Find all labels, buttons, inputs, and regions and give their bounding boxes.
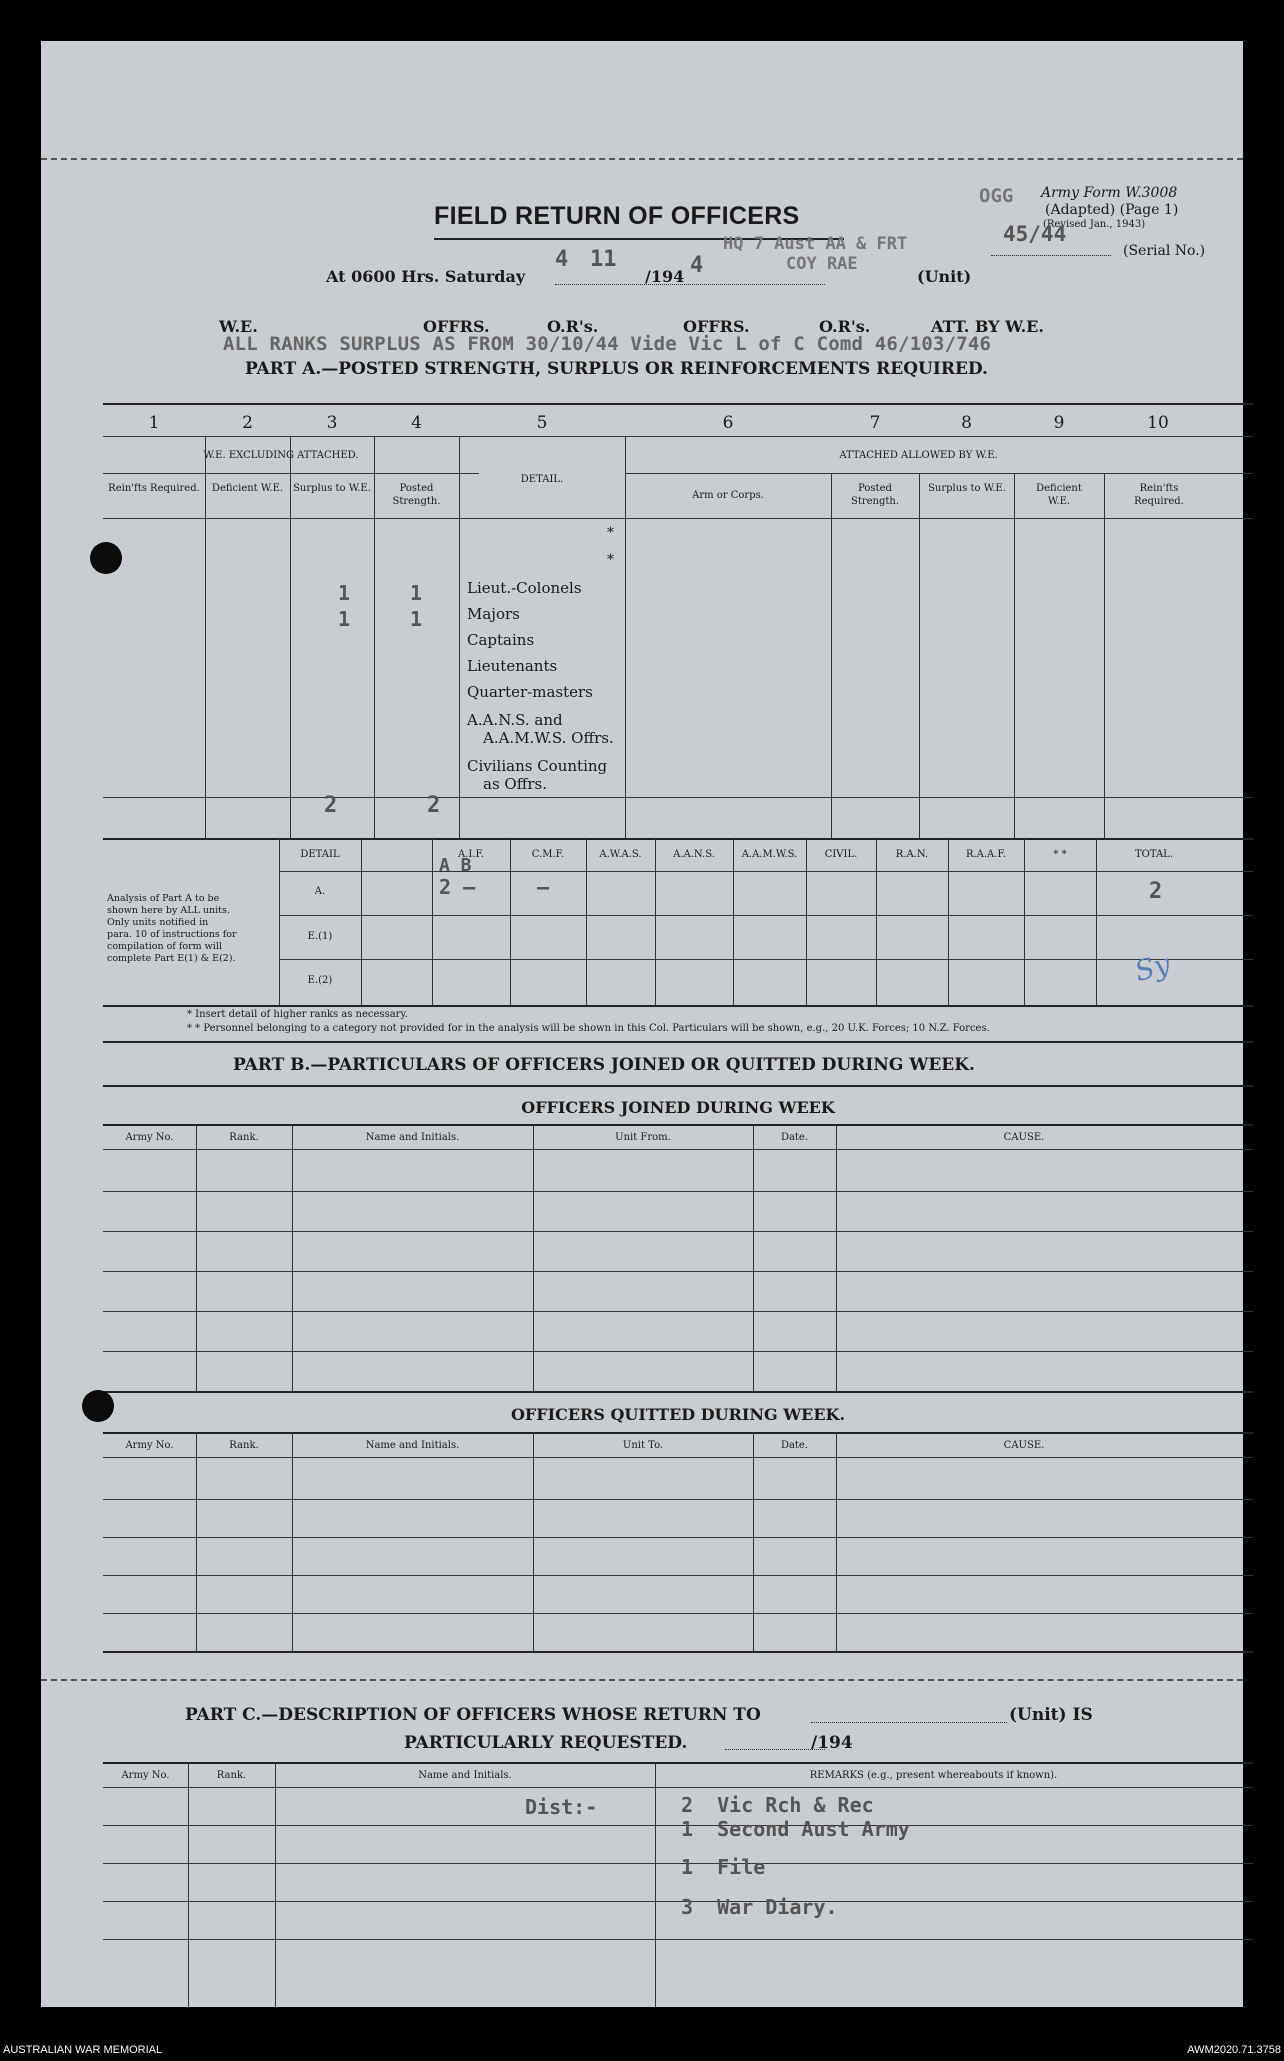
rank-civilians-cont: as Offrs.: [483, 775, 547, 793]
part-a-total-rule: [103, 797, 1253, 798]
dist-qty: 1: [681, 1817, 694, 1841]
rank-quarter-masters: Quarter-masters: [467, 683, 593, 701]
subhead-att-deficient: Deficient W.E.: [1036, 483, 1082, 507]
quitted-row-rule: [103, 1537, 1253, 1538]
unit-label: (Unit): [917, 267, 972, 286]
part-a-vline: [1014, 473, 1015, 838]
analysis-col-awas: A.W.A.S.: [599, 849, 642, 860]
joined-col-name: Name and Initials.: [365, 1132, 460, 1143]
total-value-typed: 2: [1149, 879, 1163, 904]
analysis-row-rule: [279, 915, 1253, 916]
part-a-top-rule: [103, 403, 1253, 405]
we-label: W.E.: [219, 317, 258, 336]
analysis-note-line: shown here by ALL units.: [107, 905, 230, 916]
quitted-title: OFFICERS QUITTED DURING WEEK.: [510, 1405, 846, 1424]
analysis-col-other: * *: [1053, 849, 1067, 860]
dist-line: [681, 1817, 910, 1841]
quitted-bottom-rule: [103, 1651, 1253, 1653]
cmf-value-typed: –: [537, 875, 550, 899]
analysis-row-e1: E.(1): [307, 931, 333, 942]
posted-lt-col: 1: [410, 581, 423, 605]
quitted-row-rule: [103, 1575, 1253, 1576]
dist-to: File: [717, 1855, 766, 1879]
part-c-col-army-no: Army No.: [121, 1770, 170, 1781]
analysis-vline: [876, 838, 877, 1005]
part-c-col-rank: Rank.: [216, 1770, 247, 1781]
analysis-vline: [432, 838, 433, 1005]
part-c-col-name: Name and Initials.: [418, 1770, 512, 1781]
subhead-att-posted: Posted Strength.: [850, 483, 900, 507]
analysis-col-aamws: A.A.M.W.S.: [741, 849, 798, 860]
dist-to: Vic Rch & Rec: [717, 1793, 874, 1817]
part-c-vline: [655, 1762, 656, 2007]
analysis-col-total: TOTAL.: [1134, 849, 1174, 860]
dist-line: [681, 1895, 838, 1919]
joined-title: OFFICERS JOINED DURING WEEK: [521, 1098, 835, 1117]
serial-label: (Serial No.): [1123, 243, 1206, 259]
unit-typed-1: HQ 7 Aust AA & FRT: [723, 234, 908, 254]
year-typed: 4: [690, 253, 704, 278]
joined-row-rule: [103, 1351, 1253, 1352]
joined-col-unit-from: Unit From.: [615, 1132, 671, 1143]
aif-values-typed: 2 –: [439, 875, 476, 899]
we-ors-2: O.R's.: [819, 317, 871, 336]
col-number: 10: [1147, 413, 1169, 433]
joined-vline: [292, 1124, 293, 1391]
dist-to: Second Aust Army: [717, 1817, 910, 1841]
year-label: /194: [645, 267, 685, 286]
analysis-row-rule: [279, 959, 1253, 960]
joined-col-rank: Rank.: [229, 1132, 259, 1143]
subhead-surplus: Surplus to W.E.: [293, 483, 371, 494]
joined-row-rule: [103, 1311, 1253, 1312]
joined-vline: [836, 1124, 837, 1391]
we-offrs-1: OFFRS.: [423, 317, 490, 336]
analysis-col-aans: A.A.N.S.: [673, 849, 715, 860]
part-c-title-unit: (Unit) IS: [1009, 1705, 1093, 1725]
joined-row-rule: [103, 1231, 1253, 1232]
footer-credit: AUSTRALIAN WAR MEMORIAL: [3, 2044, 163, 2056]
detail-header: DETAIL.: [520, 474, 564, 485]
analysis-col-raaf: R.A.A.F.: [965, 849, 1007, 860]
page-title: FIELD RETURN OF OFFICERS: [434, 202, 800, 230]
analysis-bottom-rule: [103, 1005, 1253, 1007]
part-b-title-rule: [103, 1085, 1253, 1087]
day-typed: 4: [555, 247, 569, 272]
subhead-deficient: Deficient W.E.: [211, 483, 284, 494]
part-a-vline: [290, 436, 291, 838]
quitted-row-rule: [103, 1613, 1253, 1614]
analysis-row-e2: E.(2): [307, 975, 333, 986]
part-c-col-remarks: REMARKS (e.g., present whereabouts if known).: [809, 1770, 1058, 1781]
date-dotted-line: [555, 284, 825, 285]
col-number: 1: [148, 413, 160, 433]
quitted-col-name: Name and Initials.: [365, 1440, 460, 1451]
analysis-vline: [806, 838, 807, 1005]
part-a-vline: [374, 436, 375, 838]
unit-typed-2: COY RAE: [786, 254, 858, 274]
col-number: 3: [326, 413, 338, 433]
joined-head-top-rule: [103, 1124, 1253, 1126]
quitted-col-date: Date.: [780, 1440, 809, 1451]
surplus-majors: 1: [338, 607, 351, 631]
quitted-vline: [836, 1432, 837, 1651]
typed-surplus-note: ALL RANKS SURPLUS AS FROM 30/10/44 Vide Vic L of C Comd 46/103/746: [223, 333, 992, 355]
dist-qty: 3: [681, 1895, 694, 1919]
part-c-unit-line: [811, 1722, 1007, 1723]
analysis-vline: [655, 838, 656, 1005]
quitted-col-rank: Rank.: [229, 1440, 259, 1451]
part-a-bottom-rule: [103, 838, 1253, 840]
analysis-col-ran: R.A.N.: [895, 849, 929, 860]
analysis-col-aif: A.I.F.: [457, 849, 485, 860]
part-a-group-left-rule: [103, 473, 479, 474]
at-label: At 0600 Hrs. Saturday: [326, 267, 526, 286]
dist-to: War Diary.: [717, 1895, 838, 1919]
quitted-vline: [753, 1432, 754, 1651]
total-surplus: 2: [324, 793, 338, 818]
part-a-title: PART A.—POSTED STRENGTH, SURPLUS OR REINFORCEMENTS REQUIRED.: [245, 359, 988, 379]
form-sheet: [41, 41, 1243, 2007]
joined-row-rule: [103, 1191, 1253, 1192]
analysis-note-line: compilation of form will: [107, 941, 222, 952]
part-c-title-1: PART C.—DESCRIPTION OF OFFICERS WHOSE RETURN TO: [185, 1705, 761, 1725]
part-b-top-rule: [103, 1041, 1253, 1043]
quitted-head-bottom-rule: [103, 1457, 1253, 1458]
col-number: 5: [536, 413, 548, 433]
part-c-vline: [275, 1762, 276, 2007]
aif-ab-typed: A B: [439, 855, 472, 876]
total-posted: 2: [427, 793, 441, 818]
perforation-bottom: [41, 1679, 1243, 1681]
analysis-col-civil: CIVIL.: [824, 849, 858, 860]
serial-dotted-line: [991, 255, 1111, 256]
dist-qty: 1: [681, 1855, 694, 1879]
dist-line: [681, 1855, 765, 1879]
form-id-line2: (Adapted) (Page 1): [1045, 202, 1179, 218]
part-c-date-line: [725, 1749, 825, 1750]
rank-majors: Majors: [467, 605, 520, 623]
col-number: 9: [1053, 413, 1065, 433]
analysis-note-line: Only units notified in: [107, 917, 209, 928]
dist-qty: 2: [681, 1793, 694, 1817]
footnote-1: * Insert detail of higher ranks as necessary.: [187, 1009, 408, 1020]
analysis-vline: [1096, 838, 1097, 1005]
part-a-vline: [831, 473, 832, 838]
part-a-vline: [459, 436, 460, 838]
analysis-col-cmf: C.M.F.: [531, 849, 565, 860]
rank-lieut-colonels: Lieut.-Colonels: [467, 579, 582, 597]
form-id-ogg: OGG: [979, 185, 1014, 207]
rank-civilians: Civilians Counting: [467, 757, 608, 775]
joined-head-bottom-rule: [103, 1149, 1253, 1150]
col-number: 8: [961, 413, 972, 433]
dist-label: Dist:-: [525, 1795, 598, 1819]
quitted-col-army-no: Army No.: [125, 1440, 174, 1451]
punch-hole: [82, 1390, 114, 1422]
dist-line: [681, 1793, 874, 1817]
form-id-line3: (Revised Jan., 1943): [1043, 219, 1146, 230]
subhead-posted: Posted Strength.: [392, 483, 441, 507]
part-a-vline: [919, 473, 920, 838]
rank-aamws: A.A.M.W.S. Offrs.: [483, 729, 614, 747]
part-a-vline: [1104, 473, 1105, 838]
we-ors-1: O.R's.: [547, 317, 599, 336]
analysis-note: [107, 893, 275, 965]
subhead-att-reinfts: Rein'fts Required.: [1134, 483, 1184, 507]
analysis-vline: [733, 838, 734, 1005]
analysis-vline: [586, 838, 587, 1005]
part-c-vline: [188, 1762, 189, 2007]
month-typed: 11: [590, 247, 617, 272]
footer-accession: AWM2020.71.3758: [1187, 2044, 1281, 2056]
joined-row-rule: [103, 1271, 1253, 1272]
analysis-note-line: complete Part E(1) & E(2).: [107, 953, 236, 964]
quitted-vline: [533, 1432, 534, 1651]
part-a-colnum-rule: [103, 436, 1253, 437]
joined-col-cause: CAUSE.: [1003, 1132, 1045, 1143]
subhead-arm: Arm or Corps.: [692, 490, 764, 501]
quitted-col-unit-to: Unit To.: [622, 1440, 664, 1451]
group-header-left: W.E. EXCLUDING ATTACHED.: [203, 450, 359, 461]
analysis-vline: [948, 838, 949, 1005]
punch-hole: [90, 542, 122, 574]
rank-lieutenants: Lieutenants: [467, 657, 558, 675]
analysis-vline: [510, 838, 511, 1005]
joined-vline: [753, 1124, 754, 1391]
asterisk: *: [607, 552, 614, 568]
quitted-vline: [292, 1432, 293, 1651]
part-a-group-right-rule: [625, 473, 1253, 474]
part-a-subhead-rule: [103, 518, 1253, 519]
we-att: ATT. BY W.E.: [931, 317, 1044, 336]
footnote-2: * * Personnel belonging to a category not provided for in the analysis will be shown in this Col. Particulars will be shown, e.g., 20 U.K. Forces; 10 N.Z. Forces.: [187, 1023, 990, 1034]
quitted-head-top-rule: [103, 1432, 1253, 1434]
posted-majors: 1: [410, 607, 423, 631]
subhead-att-surplus: Surplus to W.E.: [928, 483, 1006, 494]
form-id-line1: Army Form W.3008: [1041, 185, 1178, 201]
subhead-reinfts: Rein'fts Required.: [108, 483, 200, 494]
analysis-note-line: Analysis of Part A to be: [107, 893, 220, 904]
part-c-title-year: /194: [811, 1733, 853, 1753]
rank-aans: A.A.N.S. and: [467, 711, 563, 729]
surplus-lt-col: 1: [338, 581, 351, 605]
quitted-vline: [196, 1432, 197, 1651]
col-number: 7: [869, 413, 881, 433]
col-number: 2: [242, 413, 253, 433]
part-b-title: PART B.—PARTICULARS OF OFFICERS JOINED OR QUITTED DURING WEEK.: [233, 1055, 975, 1075]
joined-bottom-rule: [103, 1391, 1253, 1393]
quitted-row-rule: [103, 1499, 1253, 1500]
analysis-vline: [361, 838, 362, 1005]
part-a-vline: [205, 436, 206, 838]
perforation-top: [41, 158, 1243, 160]
rank-captains: Captains: [467, 631, 535, 649]
analysis-note-line: para. 10 of instructions for: [107, 929, 237, 940]
part-c-title-2: PARTICULARLY REQUESTED.: [404, 1733, 688, 1753]
analysis-vline: [1024, 838, 1025, 1005]
group-header-right: ATTACHED ALLOWED BY W.E.: [839, 450, 998, 461]
col-number: 6: [722, 413, 734, 433]
analysis-head-rule: [279, 871, 1253, 872]
we-offrs-2: OFFRS.: [683, 317, 750, 336]
joined-col-date: Date.: [780, 1132, 809, 1143]
joined-vline: [533, 1124, 534, 1391]
joined-vline: [196, 1124, 197, 1391]
joined-col-army-no: Army No.: [125, 1132, 174, 1143]
quitted-col-cause: CAUSE.: [1003, 1440, 1045, 1451]
analysis-row-a: A.: [314, 886, 326, 897]
asterisk: *: [607, 525, 614, 541]
col-number: 4: [411, 413, 422, 433]
handwritten-initial: Sy: [1131, 947, 1174, 988]
serial-typed: 45/44: [1003, 222, 1067, 246]
analysis-col-detail: DETAIL: [300, 849, 340, 860]
